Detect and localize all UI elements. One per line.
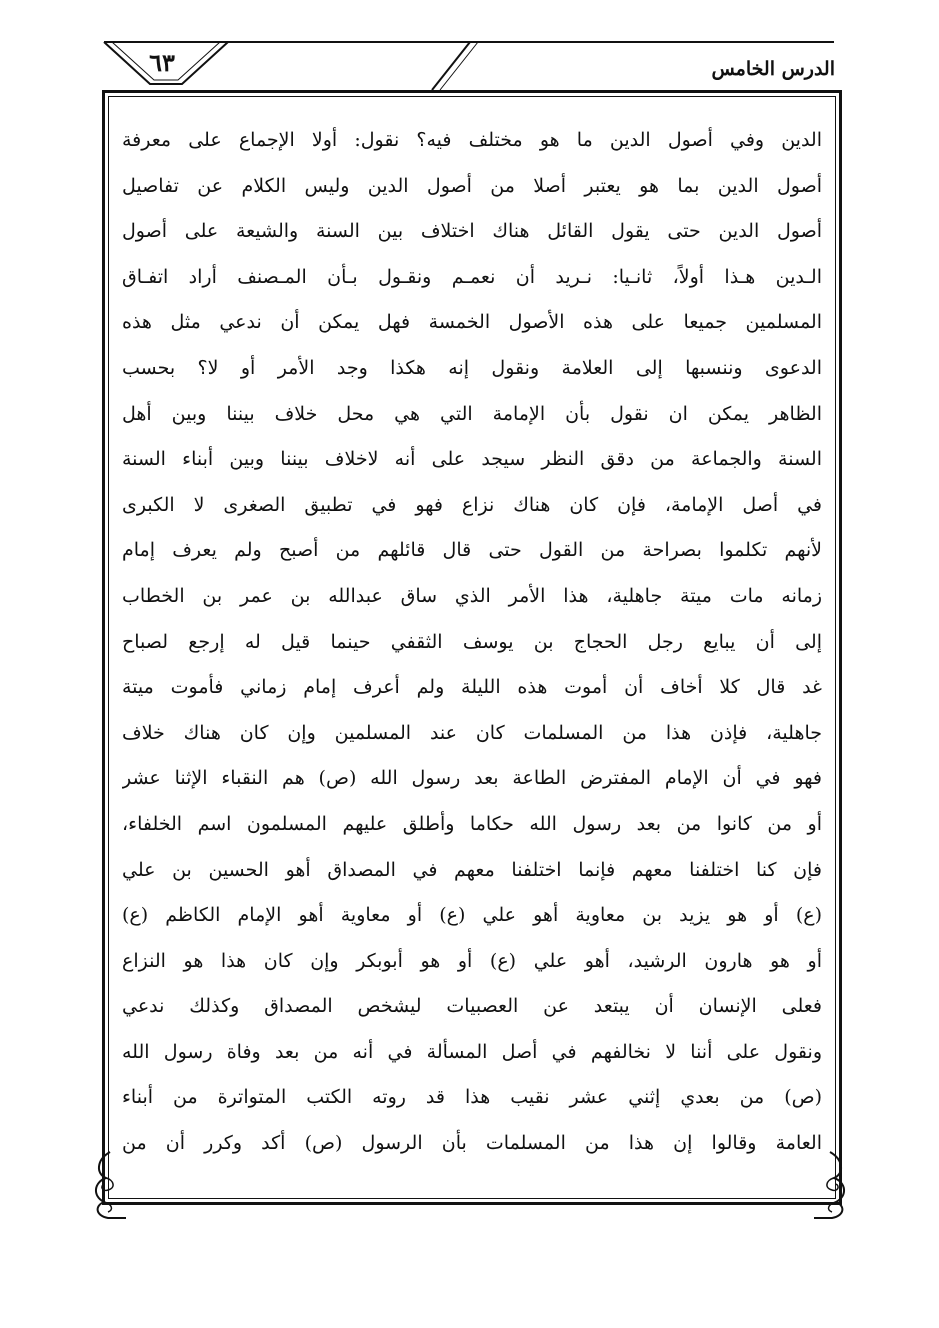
text-line: الدين وفي أصول الدين ما هو مختلف فيه؟ نقول: أولا الإجماع على معرفة xyxy=(122,129,822,151)
body-text xyxy=(122,118,822,1167)
text-line: الدعوى وننسبها إلى العلامة ونقول إنه هكذا وجد الأمر أو لا؟ بحسب xyxy=(122,356,822,379)
text-line: فهو في أن الإمام المفترض الطاعة بعد رسول الله (ص) هم النقباء الإثنا عشر xyxy=(122,767,822,790)
text-line: الـدين هـذا أولاً، ثانـيا: نـريد أن نعمـم ونقـول بـأن المـصنف أراد اتفـاق xyxy=(122,265,822,288)
text-line: (ع) أو هو يزيد بن معاوية أهو علي (ع) أو معاوية أهو الإمام الكاظم (ع) xyxy=(122,904,822,927)
text-line: أو هو هارون الرشيد، أهو علي (ع) أو هو أبوبكر وإن كان هذا هو النزاع xyxy=(122,949,822,972)
page-header xyxy=(0,0,939,100)
text-line: أصول الدين حتى يقول القائل هناك اختلاف بين السنة والشيعة على أصول xyxy=(122,220,822,243)
text-line: أصول الدين بما هو يعتبر أصلا من أصول الدين وليس الكلام عن تفاصيل xyxy=(122,174,822,197)
text-line: فإن كنا اختلفنا معهم فإنما اختلفنا معهم في المصداق أهو الحسين بن علي xyxy=(122,858,822,881)
text-line: لأنهم تكلموا بصراحة من القول حتى قال قائلهم من أصبح ولم يعرف إمام xyxy=(122,539,822,562)
text-line: فعلى الإنسان أن يبتعد عن العصبيات ليشخص المصداق وكذلك ندعي xyxy=(122,995,822,1018)
text-line: (ص) من بعدي إثني عشر نقيب هذا قد روته الكتب المتواترة من أبناء xyxy=(122,1086,822,1109)
text-line: العامة وقالوا إن هذا من المسلمات بأن الرسول (ص) أكد وكرر أن من xyxy=(122,1132,822,1155)
text-line: ونقول على أننا لا نخالفهم في أصل المسألة في أنه من بعد وفاة رسول الله xyxy=(122,1040,822,1063)
text-line: أو من كانوا من بعد رسول الله حكاما وأطلق عليهم المسلمون اسم الخلفاء، xyxy=(122,812,822,835)
text-line: السنة والجماعة من دقق النظر سيجد على أنه لاخلاف بيننا وبين أبناء السنة xyxy=(122,448,822,471)
text-line: إلى أن يبايع رجل الحجاج بن يوسف الثقفي حينما قيل له إرجع لصباح xyxy=(122,630,822,653)
text-line: الظاهر يمكن ان نقول بأن الإمامة التي هي محل خلاف بيننا وبين أهل xyxy=(122,402,822,425)
text-line: المسلمين جميعا على هذه الأصول الخمسة فهل يمكن أن ندعي مثل هذه xyxy=(122,311,822,334)
text-line: جاهلية، فإذن هذا من المسلمات كان عند المسلمين وإن كان هناك خلاف xyxy=(122,721,822,744)
chapter-title: الدرس الخامس xyxy=(711,58,835,80)
text-line: في أصل الإمامة، فإن كان هناك نزاع فهو في تطبيق الصغرى لا الكبرى xyxy=(122,493,822,516)
page-number: ٦٣ xyxy=(149,48,175,77)
text-line: زمانه مات ميتة جاهلية، هذا الأمر الذي ساق عبدالله بن عمر بن الخطاب xyxy=(122,584,822,607)
text-line: غد قال كلا أخاف أن أموت هذه الليلة ولم أعرف إمام زماني فأموت ميتة xyxy=(122,676,822,699)
